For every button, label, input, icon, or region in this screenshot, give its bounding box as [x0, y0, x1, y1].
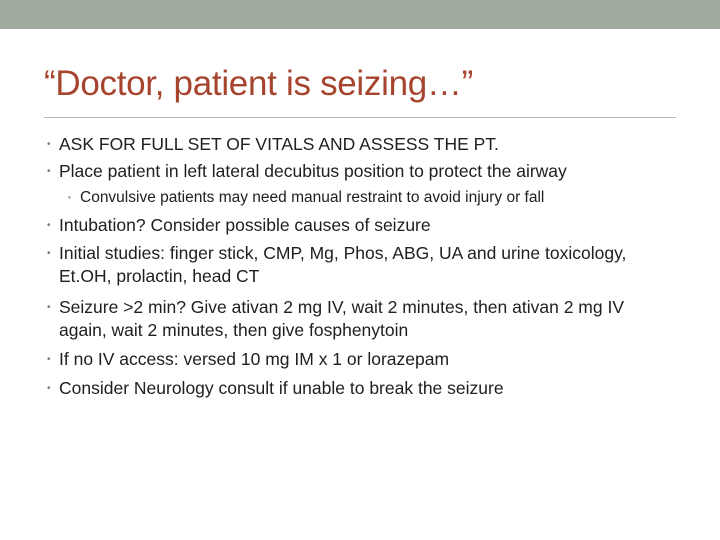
bullet-dot-icon: •	[47, 383, 51, 394]
bullet-item-positioning	[47, 160, 667, 183]
top-accent-bar	[0, 0, 720, 29]
bullet-item-vitals	[47, 133, 667, 156]
bullet-text: If no IV access: versed 10 mg IM x 1 or lorazepam	[59, 349, 450, 369]
bullet-item-intubation	[47, 214, 667, 237]
bullet-dot-icon: •	[47, 220, 51, 231]
bullet-text: Consider Neurology consult if unable to break the seizure	[59, 378, 504, 398]
bullet-text: ASK FOR FULL SET OF VITALS AND ASSESS THE PT.	[59, 134, 499, 154]
bullet-dot-icon: •	[47, 354, 51, 365]
bullet-dot-icon: •	[47, 139, 51, 150]
bullet-dot-icon: •	[47, 166, 51, 177]
bullet-text: Initial studies: finger stick, CMP, Mg, Phos, ABG, UA and urine toxicology, Et.OH, prolactin, head CT	[59, 243, 627, 286]
bullet-item-no-iv-access	[47, 348, 667, 371]
sub-bullet-item-restraint	[68, 188, 668, 208]
bullet-text: Seizure >2 min? Give ativan 2 mg IV, wait 2 minutes, then ativan 2 mg IV again, wait 2 minutes, then give fosphenytoin	[59, 297, 624, 340]
bullet-item-initial-studies	[47, 242, 667, 288]
title-divider	[44, 117, 676, 118]
bullet-text: Convulsive patients may need manual restraint to avoid injury or fall	[80, 189, 545, 206]
slide-title: “Doctor, patient is seizing…”	[44, 64, 473, 103]
bullet-item-ativan-protocol	[47, 296, 667, 342]
bullet-text: Place patient in left lateral decubitus position to protect the airway	[59, 161, 567, 181]
bullet-item-neurology-consult	[47, 377, 667, 400]
bullet-dot-icon: •	[47, 248, 51, 259]
bullet-dot-icon: •	[68, 193, 71, 202]
bullet-text: Intubation? Consider possible causes of seizure	[59, 215, 431, 235]
bullet-dot-icon: •	[47, 302, 51, 313]
